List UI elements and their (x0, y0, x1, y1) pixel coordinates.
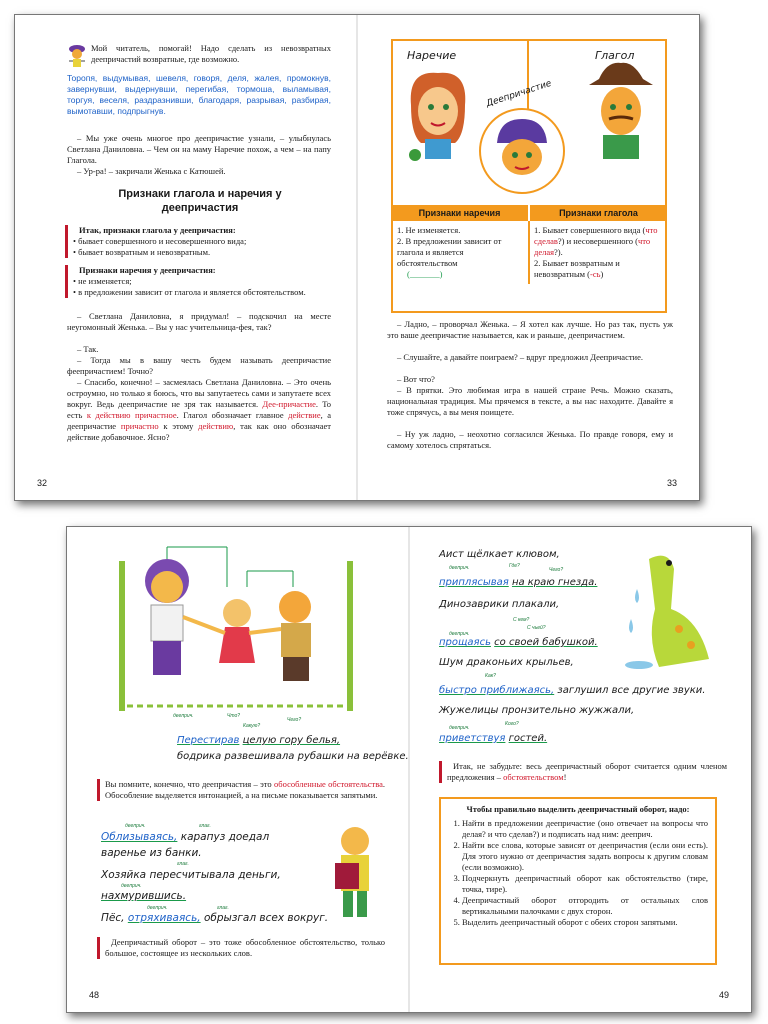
td-verb (529, 221, 667, 284)
section-heading: Признаки глагола и наречия у деепричастия (118, 188, 282, 214)
adverb-sign-1: 1. Не изменяется. (397, 225, 461, 235)
algorithm-step: 3. Подчеркнуть деепричастный оборот как обстоятельство (тире, точка, тире). (462, 873, 708, 895)
tag-deepr: дееприч. (173, 713, 194, 719)
verb-sign-item: • бывает возвратным и невозвратным. (73, 247, 211, 257)
question: Кого? (505, 721, 519, 727)
isolation-rule: Вы помните, конечно, что деепричастия – это обособленные обстоятельства. Обособление выделяется интонацией, а на письме показывается запятыми. (97, 779, 385, 801)
example-sentence-2: Динозаврики плакали, (439, 599, 560, 610)
verb-sign-item: • бывает совершенного и несовершенного вида; (73, 236, 247, 246)
para-4: – Спасибо, конечно! – засмеялась Светлана Даниловна. – Это очень остроумно, но только я боюсь, что вы запутаетесь сами и запутаете всех вокруг. Ведь деепричастие не зря так называется. Дее-причастие. То есть к действию причастное. Глагол обозначает главное действие, а деепричастие причастно к этому действию, так как оно обозначает действие добавочное. Ясно? (67, 377, 332, 442)
algorithm-steps (448, 818, 708, 928)
example-1: Облизываясь, карапуз доедал (101, 831, 270, 843)
para-4: – В прятки. Это любимая игра в нашей стране Речь. Можно сказать, национальная традиция. Мы прячемся в тексте, а вы нас находите. Давайте я тоже спрячусь, а вы меня поищете. (387, 385, 673, 417)
tag-deepr: дееприч. (121, 883, 142, 889)
td-adverb (391, 221, 529, 284)
algorithm-step: 2. Найти все слова, которые зависят от деепричастия (если они есть). Для этого нужно от деепричастия задать вопросы к другим словам (если возможно). (462, 840, 708, 873)
mascot-icon (67, 43, 87, 71)
child-gerund-icon (477, 103, 567, 199)
para-5: – Ну уж ладно, – неохотно согласился Женька. По правде говоря, ему и самому хотелось спрятаться. (387, 429, 673, 450)
adverb-sign-2: 2. В предложении зависит от глагола и является обстоятельством (397, 236, 502, 268)
book-spread-bottom (66, 526, 752, 1013)
page-32 (15, 15, 357, 500)
example-sentence-3: Шум драконьих крыльев, (439, 657, 574, 668)
book-spread-top (14, 14, 700, 501)
th-adverb: Признаки наречия (418, 208, 501, 218)
question-what-1: Что? (227, 713, 241, 719)
algorithm-step: 5. Выделить деепричастный оборот с обеих сторон запятыми. (462, 917, 708, 928)
th-verb: Признаки глагола (529, 205, 667, 221)
mother-adverb-icon (403, 65, 473, 165)
question: Где? (509, 563, 520, 569)
page-48 (67, 527, 409, 1012)
sentence-1-line1: Перестирав целую гору белья, (177, 735, 341, 746)
toddler-with-jar-illustration (325, 823, 385, 923)
gerund-phrase-rule: Деепричастный оборот – это тоже обособленное обстоятельство, только большое, состоящее из нескольких слов. (97, 937, 385, 959)
page-33 (357, 15, 699, 500)
label-verb: Глагол (595, 49, 635, 62)
question: С кем? (513, 617, 530, 623)
adverb-signs-rule (65, 265, 335, 298)
para-3: – Вот что? (397, 374, 435, 384)
adverb-sign-item: • не изменяется; (73, 276, 132, 286)
question: Как? (485, 673, 496, 679)
intro-text: Мой читатель, помогай! Надо сделать из невозвратных деепричастий возвратные, где возможно. (91, 43, 331, 64)
page-number: 32 (37, 478, 48, 488)
verb-sign-1: 1. Бывает совершенного вида (что сделав?) и несовершенного (что делая?). (534, 225, 658, 257)
example-2-line2: нахмурившись. (101, 890, 187, 902)
label-gerund: Деепричастие (485, 78, 553, 110)
question: С чьей? (527, 625, 546, 631)
verb-signs-rule (65, 225, 335, 258)
example-sentence-3-phrase: быстро приближаясь, заглушил все другие звуки. (439, 685, 706, 696)
adverb-sign-item: • в предложении зависит от глагола и является обстоятельством. (73, 287, 306, 297)
summary-rule: Итак, не забудьте: весь деепричастный оборот считается одним членом предложения – обстоятельством! (439, 761, 727, 783)
example-sentence-1-phrase: приплясывая на краю гнезда. (439, 577, 598, 588)
father-verb-icon (583, 59, 659, 163)
dancing-children-illustration (107, 541, 367, 711)
algorithm-step: 4. Деепричастный оборот отгородить от остальных слов вертикальными палочками с двух сторон. (462, 895, 708, 917)
para-1: – Ладно, – проворчал Женька. – Я хотел как лучше. Но раз так, пусть уж это ваше деепричастие называется, как и раньше, деепричастием. (387, 319, 673, 340)
para-2: – Слушайте, а давайте поиграем? – вдруг предложил Деепричастие. (397, 352, 644, 362)
example-sentence-2-phrase: прощаясь со своей бабушкой. (439, 637, 598, 648)
question-what-2: Чего? (287, 717, 302, 723)
question-how: Какую? (243, 723, 261, 729)
frame-divider (527, 39, 529, 109)
word-list: Торопя, выдумывая, шевеля, говоря, деля, жалея, промокнув, завернувши, выдернувши, перегибая, тормоша, выламывая, торгуя, веселя, раздразнивши, благодаря, разрывая, разбирая, вымотавши, подпрыгнув. (67, 73, 331, 116)
example-1-line2: варенье из банки. (101, 847, 202, 859)
sentence-1-line2: бодрика развешивала рубашки на верёвке. (177, 751, 409, 762)
page-number: 48 (89, 990, 100, 1000)
verb-sign-2: 2. Бывает возвратным и невозвратным (-сь) (534, 258, 620, 279)
tag-verb: глаг. (199, 823, 211, 829)
verb-signs-title: Итак, признаки глагола у деепричастия: (79, 225, 236, 235)
question: Чего? (549, 567, 564, 573)
tag-deepr: дееприч. (147, 905, 168, 911)
dialog-2: – Ур-ра! – закричали Женька с Катюшей. (77, 166, 226, 176)
tag-deepr: дееприч. (449, 631, 470, 637)
example-sentence-1: Аист щёлкает клювом, (439, 549, 560, 560)
example-2: Хозяйка пересчитывала деньги, (101, 869, 281, 881)
dialog-1: – Мы уже очень многое про деепричастие узнали, – улыбнулась Светлана Даниловна. – Чем он на маму Наречие похож, а чем – на папу Глагола. (67, 133, 331, 165)
tag-deepr: дееприч. (125, 823, 146, 829)
para-3: – Тогда мы в вашу честь будем называть деепричастие феепричастием! Точно? (67, 355, 331, 376)
algorithm-title: Чтобы правильно выделить деепричастный оборот, надо: (466, 804, 690, 814)
page-number: 33 (666, 478, 677, 488)
tag-verb: глаг. (217, 905, 229, 911)
example-sentence-4: Жужелицы пронзительно жужжали, (439, 705, 635, 716)
crying-dinosaur-illustration (619, 549, 719, 679)
page-number: 49 (718, 990, 729, 1000)
algorithm-box (439, 797, 717, 965)
adverb-signs-title: Признаки наречия у деепричастия: (79, 265, 216, 275)
signs-table (391, 205, 667, 284)
para-1: – Светлана Даниловна, я придумал! – подскочил на месте неугомонный Женька. – Вы у нас учительница-фея, так? (67, 311, 331, 332)
para-2: – Так. (77, 344, 99, 354)
page-49 (409, 527, 751, 1012)
example-sentence-4-phrase: приветствуя гостей. (439, 733, 548, 744)
algorithm-step: 1. Найти в предложении деепричастие (оно отвечает на вопросы что делая? и что сделав?) и подписать над ним: дееприч. (462, 818, 708, 840)
tag-deepr: дееприч. (449, 565, 470, 571)
example-3: Пёс, отряхиваясь, обрызгал всех вокруг. (101, 912, 329, 924)
tag-verb: глаг. (177, 861, 189, 867)
adverb-blank: (_______) (407, 269, 443, 279)
label-adverb: Наречие (407, 49, 457, 62)
tag-deepr: дееприч. (449, 725, 470, 731)
